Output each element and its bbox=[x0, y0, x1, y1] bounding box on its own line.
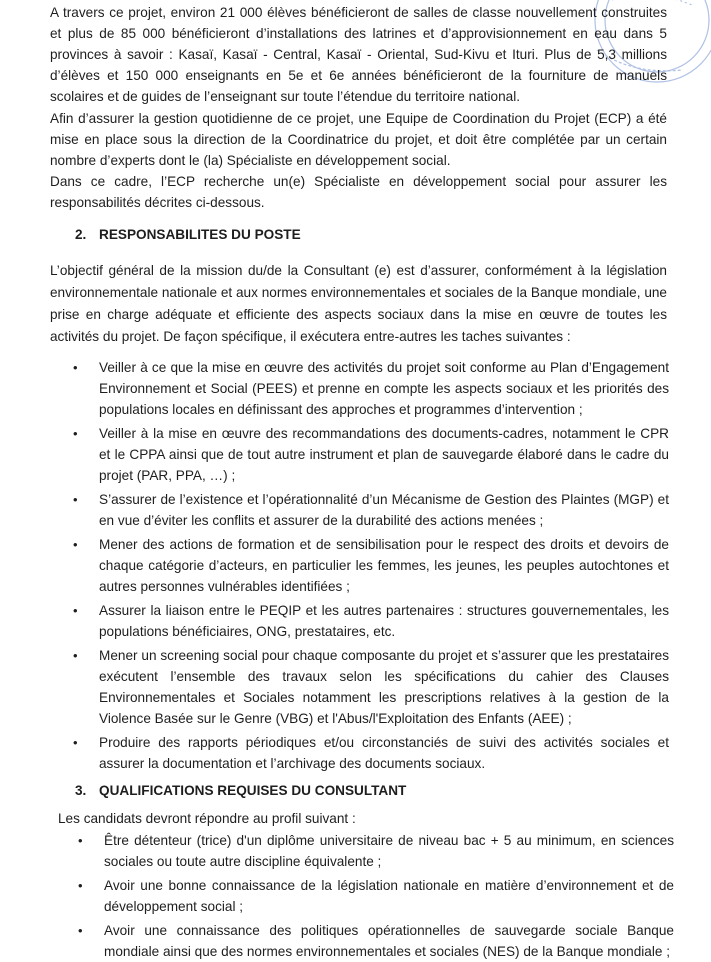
list-item bbox=[73, 357, 669, 420]
list-item bbox=[78, 830, 674, 872]
list-item-text: Veiller à ce que la mise en œuvre des activités du projet soit conforme au Plan d’Engagement Environnement et Social (PEES) et prenne en compte les aspects sociaux et les priorités des populations locales en définissant des approches et programmes d’intervention ; bbox=[99, 360, 669, 417]
list-item-text: Mener des actions de formation et de sensibilisation pour le respect des droits et devoirs de chaque catégorie d’acteurs, en particulier les femmes, les jeunes, les peuples autochtones et autres personnes vulnérables identifiées ; bbox=[99, 537, 669, 594]
section-3-number: 3. bbox=[75, 783, 87, 798]
bullet-icon: • bbox=[73, 360, 78, 375]
bullet-icon: • bbox=[73, 492, 78, 507]
list-item-text: Avoir une connaissance des politiques opérationnelles de sauvegarde sociale Banque mondiale ainsi que des normes environnementales et sociales (NES) de la Banque mondiale ; bbox=[104, 923, 674, 959]
bullet-icon: • bbox=[78, 923, 83, 938]
list-item-text: Avoir une bonne connaissance de la législation nationale en matière d’environnement et de développement social ; bbox=[104, 878, 674, 914]
bullet-icon: • bbox=[73, 735, 78, 750]
list-item bbox=[73, 732, 669, 774]
list-item bbox=[78, 920, 674, 962]
intro-paragraph-1: A travers ce projet, environ 21 000 élèves bénéficieront de salles de classe nouvellement construites et plus de 85 000 bénéficieront d’installations des latrines et d’approvisionnement en eau dans 5 provinces à savoir : Kasaï, Kasaï - Central, Kasaï - Oriental, Sud-Kivu et Ituri. Plus de 5,3 millions d’élèves et 150 000 enseignants en 5e et 6e années bénéficieront de la fourniture de manuels scolaires et de guides de l’enseignant sur toute l’étendue du territoire national. bbox=[50, 5, 667, 104]
list-item-text: Assurer la liaison entre le PEQIP et les autres partenaires : structures gouvernementales, les populations bénéficiaires, ONG, prestataires, etc. bbox=[99, 603, 669, 639]
list-item bbox=[73, 534, 669, 597]
section-2-title: RESPONSABILITES DU POSTE bbox=[99, 227, 301, 242]
section-2-heading bbox=[75, 224, 301, 245]
intro-paragraph-3: Dans ce cadre, l’ECP recherche un(e) Spécialiste en développement social pour assurer les responsabilités décrites ci-dessous. bbox=[50, 174, 667, 210]
section-3-heading bbox=[75, 780, 406, 801]
list-item bbox=[73, 423, 669, 486]
list-item-text: S’assurer de l’existence et l’opérationnalité d’un Mécanisme de Gestion des Plaintes (MGP) et en vue d’éviter les conflits et assurer de la durabilité des actions menées ; bbox=[99, 492, 669, 528]
list-item bbox=[73, 645, 669, 729]
intro-paragraph-2: Afin d’assurer la gestion quotidienne de ce projet, une Equipe de Coordination du Projet (ECP) a été mise en place sous la direction de la Coordinatrice du projet, et doit être complétée par un certain nombre d’experts dont le (la) Spécialiste en développement social. bbox=[50, 111, 667, 168]
bullet-icon: • bbox=[73, 603, 78, 618]
responsibilities-list bbox=[73, 357, 669, 774]
qualifications-list bbox=[78, 830, 674, 962]
list-item bbox=[73, 600, 669, 642]
bullet-icon: • bbox=[73, 537, 78, 552]
list-item-text: Veiller à la mise en œuvre des recommandations des documents-cadres, notamment le CPR et le CPPA ainsi que de tout autre instrument et plan de sauvegarde élaboré dans le cadre du projet (PAR, PPA, …) ; bbox=[99, 426, 669, 483]
section-2-intro: L’objectif général de la mission du/de la Consultant (e) est d’assurer, conformément à la législation environnementale nationale et aux normes environnementales et sociales de la Banque mondiale, une prise en charge adéquate et efficiente des aspects sociaux dans la mise en œuvre de toutes les activités du projet. De façon spécifique, il exécutera entre-autres les taches suivantes : bbox=[50, 263, 667, 344]
bullet-icon: • bbox=[78, 878, 83, 893]
list-item bbox=[78, 875, 674, 917]
bullet-icon: • bbox=[73, 648, 78, 663]
section-3-intro: Les candidats devront répondre au profil suivant : bbox=[58, 811, 356, 826]
list-item-text: Mener un screening social pour chaque composante du projet et s’assurer que les prestataires exécutent l’ensemble des travaux selon les spécifications du cahier des Clauses Environnementales et Sociales notamment les prescriptions relatives à la gestion de la Violence Basée sur le Genre (VBG) et l'Abus/l'Exploitation des Enfants (AEE) ; bbox=[99, 648, 669, 726]
list-item-text: Produire des rapports périodiques et/ou circonstanciés de suivi des activités sociales et assurer la documentation et l’archivage des documents sociaux. bbox=[99, 735, 669, 771]
list-item bbox=[73, 489, 669, 531]
section-2-number: 2. bbox=[75, 227, 87, 242]
list-item-text: Être détenteur (trice) d'un diplôme universitaire de niveau bac + 5 au minimum, en sciences sociales ou toute autre discipline équivalente ; bbox=[104, 833, 674, 869]
bullet-icon: • bbox=[78, 833, 83, 848]
section-3-title: QUALIFICATIONS REQUISES DU CONSULTANT bbox=[99, 783, 407, 798]
bullet-icon: • bbox=[73, 426, 78, 441]
